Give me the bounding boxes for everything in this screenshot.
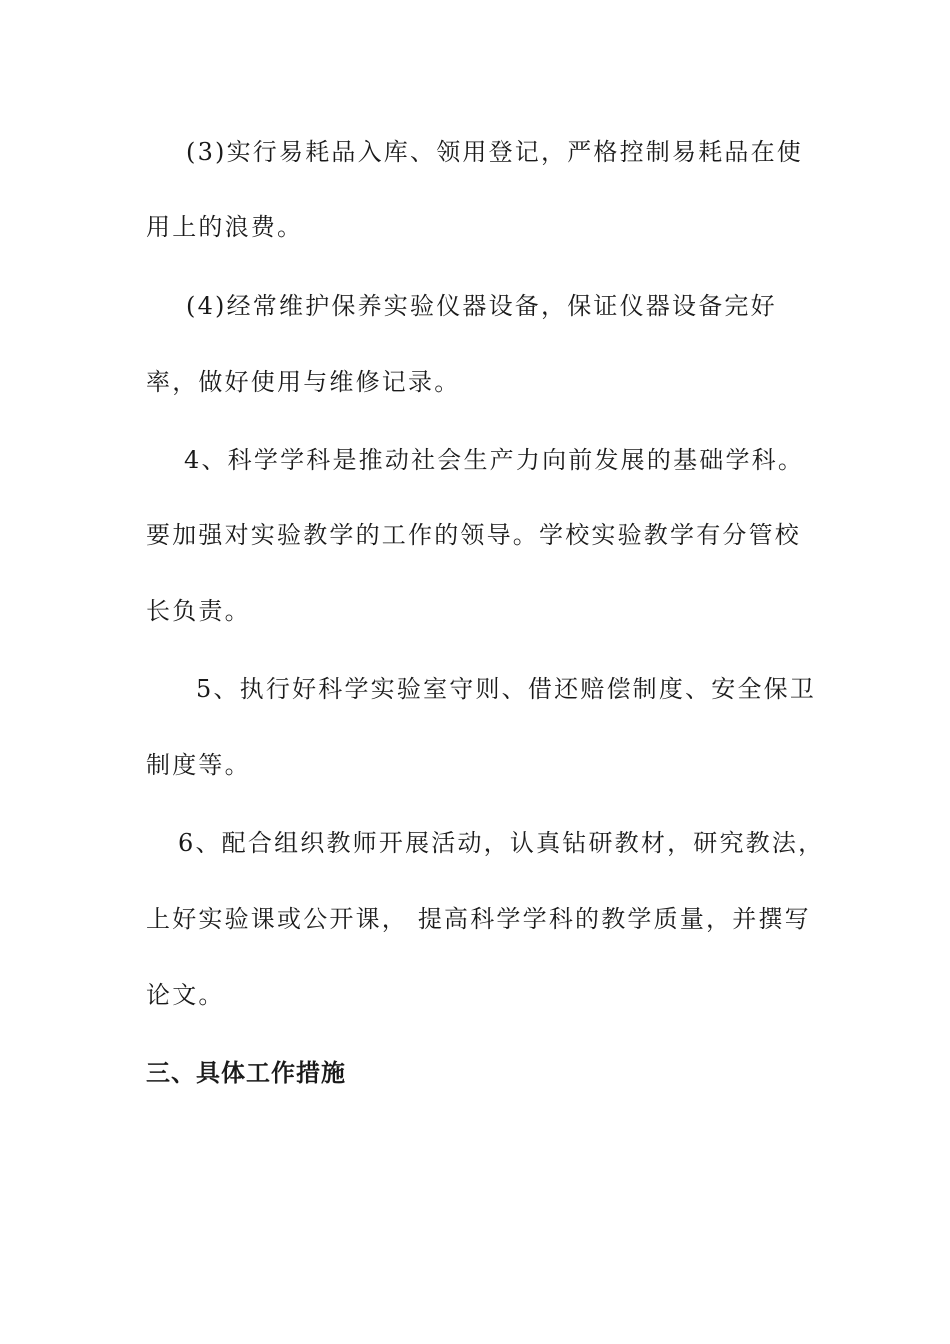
paragraph-4-line-2: 率，做好使用与维修记录。 [146,368,461,396]
paragraph-3-line-1: (3)实行易耗品入库、领用登记，严格控制易耗品在使 [186,138,803,166]
paragraph-3-line-2: 用上的浪费。 [146,213,304,241]
section-heading: 三、具体工作措施 [146,1059,346,1087]
item-4-line-2: 要加强对实验教学的工作的领导。学校实验教学有分管校 [146,521,801,549]
paragraph-4-line-1: (4)经常维护保养实验仪器设备，保证仪器设备完好 [186,292,777,320]
item-6-line-1: 6、配合组织教师开展活动，认真钻研教材，研究教法， [178,829,825,857]
item-6-line-2: 上好实验课或公开课， 提高科学学科的教学质量，并撰写 [146,905,811,933]
item-4-line-3: 长负责。 [146,597,251,625]
item-4-line-1: 4、科学学科是推动社会生产力向前发展的基础学科。 [184,446,805,474]
item-5-line-2: 制度等。 [146,751,251,779]
item-5-line-1: 5、执行好科学实验室守则、借还赔偿制度、安全保卫 [196,675,817,703]
item-6-line-3: 论文。 [146,981,225,1009]
